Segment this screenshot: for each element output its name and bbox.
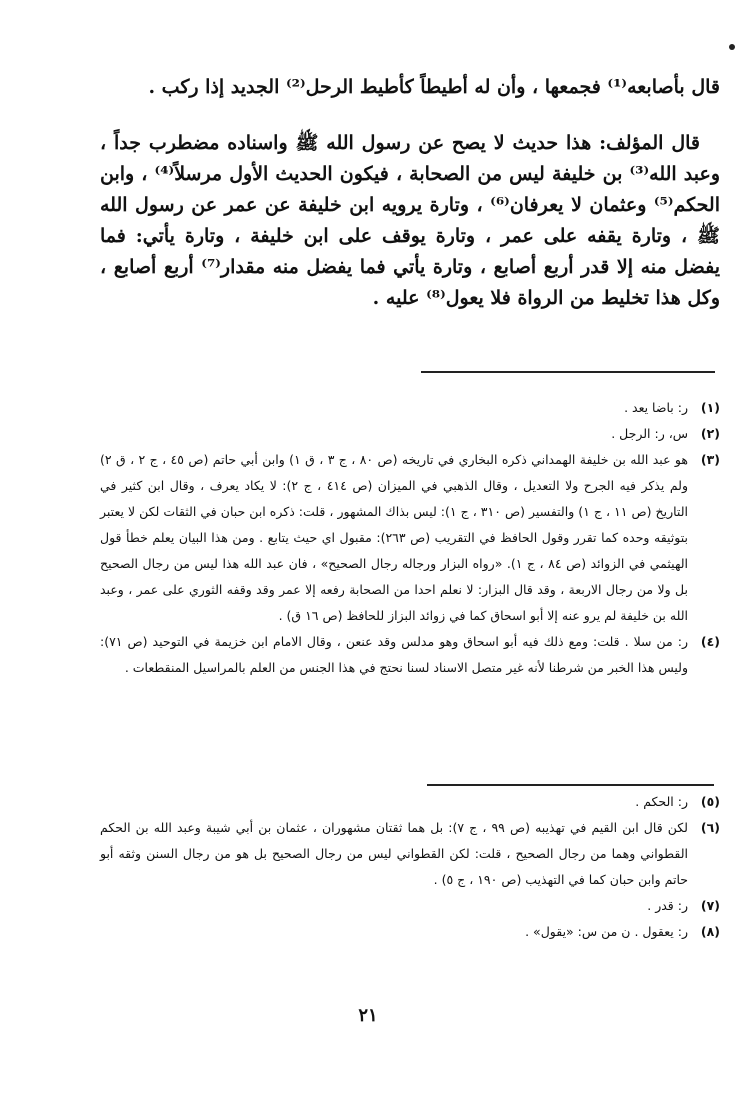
footnote-2 xyxy=(100,421,720,447)
footnote-text: ر: من سلا . قلت: ومع ذلك فيه أبو اسحاق وهو مدلس وقد عنعن ، وقال الامام ابن خزيمة في التوحيد (ص ٧١): وليس هذا الخبر من شرطنا لأنه غير متصل الاسناد لسنا نحتج في هذا الجنس من العلم بالمراسيل المنقطعات . xyxy=(100,634,688,675)
footnote-text: ر: قدر . xyxy=(647,898,688,913)
footnote-8 xyxy=(100,919,720,945)
footnote-number: (٤) xyxy=(700,634,720,649)
footnote-separator-2 xyxy=(427,784,714,786)
footnote-text: ر: الحكم . xyxy=(635,794,688,809)
footnote-5 xyxy=(100,789,720,815)
footnotes-block-continued xyxy=(100,789,720,945)
footnote-number: (٧) xyxy=(700,898,720,913)
footnote-text: س، ر: الرجل . xyxy=(611,426,688,441)
page-number: ٢١ xyxy=(358,1005,378,1026)
footnote-number: (٣) xyxy=(700,452,720,467)
footnote-text: هو عبد الله بن خليفة الهمداني ذكره البخاري في تاريخه (ص ٨٠ ، ج ٣ ، ق ١) وابن أبي حاتم (ص ٤٥ ، ج ٢ ، ق ٢) ولم يذكر فيه الجرح ولا التعديل ، وقال الذهبي في الميزان (ص ٤١٤ ، ج ٢): لا يكاد يعرف ، وقال ابن كثير في التاريخ (ص ١١ ، ج ١) والتفسير (ص ٣١٠ ، ج ١): ليس بذاك المشهور ، قلت: ذكره ابن حبان في الثقات لكن لا يعتبر بتوثيقه وحده كما تقرر وقول الحافظ في التقريب (ص ٢٦٣): مقبول اي حيث يتابع . ومن هذا البيان يعلم خطأ قول الهيثمي في الزوائد (ص ٨٤ ، ج ١). «رواه البزار ورجاله رجال الصحيح» ، فان عبد الله هذا ليس من رجال الصحيح بل ولا من رجال الاربعة ، وقد قال البزار: لا نعلم احدا من الصحابة رفعه إلا عمر وقد وقفه الثوري على عمر ، وعبد الله بن خليفة لم يرو عنه إلا أبو اسحاق كما في زوائد البزاز للحافظ (ص ١٦ ق) . xyxy=(100,452,688,623)
footnote-number: (٢) xyxy=(700,426,720,441)
footnote-separator xyxy=(421,371,715,373)
footnote-6 xyxy=(100,815,720,893)
margin-mark xyxy=(729,44,735,50)
body-paragraph-2 xyxy=(100,128,720,314)
body-text: قال بأصابعه⁽¹⁾ فجمعها ، وأن له أطيطاً كأطيط الرحل⁽²⁾ الجديد إذا ركب . xyxy=(148,76,720,98)
footnote-number: (٦) xyxy=(700,820,720,835)
footnote-4 xyxy=(100,629,720,681)
footnote-7 xyxy=(100,893,720,919)
footnote-number: (٥) xyxy=(700,794,720,809)
footnote-number: (٨) xyxy=(700,924,720,939)
body-paragraph-1 xyxy=(100,72,720,103)
footnote-text: لكن قال ابن القيم في تهذيبه (ص ٩٩ ، ج ٧): بل هما ثقتان مشهوران ، عثمان بن أبي شيبة وعبد الله بن الحكم القطواني وهما من رجال الصحيح ، قلت: لكن القطواني ليس من رجال الصحيح بل هو من رجال السنن وثقه أبو حاتم وابن حبان كما في التهذيب (ص ١٩٠ ، ج ٥) . xyxy=(100,820,688,887)
footnote-3 xyxy=(100,447,720,629)
footnote-text: ر: باضا يعد . xyxy=(624,400,688,415)
footnote-text: ر: يعقول . ن من س: «يقول» . xyxy=(525,924,688,939)
footnote-1 xyxy=(100,395,720,421)
footnotes-block xyxy=(100,395,720,681)
body-text: قال المؤلف: هذا حديث لا يصح عن رسول الله ﷺ واسناده مضطرب جداً ، وعبد الله⁽³⁾ بن خليفة ليس من الصحابة ، فيكون الحديث الأول مرسلاً⁽⁴⁾ ، وابن الحكم⁽⁵⁾ وعثمان لا يعرفان⁽⁶⁾ ، وتارة يرويه ابن خليفة عن عمر عن رسول الله ﷺ ، وتارة يقفه على عمر ، وتارة يوقف على ابن خليفة ، وتارة يأتي: فما يفضل منه إلا قدر أربع أصابع ، وتارة يأتي فما يفضل منه مقدار⁽⁷⁾ أربع أصابع ، وكل هذا تخليط من الرواة فلا يعول⁽⁸⁾ عليه . xyxy=(100,132,721,309)
footnote-number: (١) xyxy=(700,400,720,415)
